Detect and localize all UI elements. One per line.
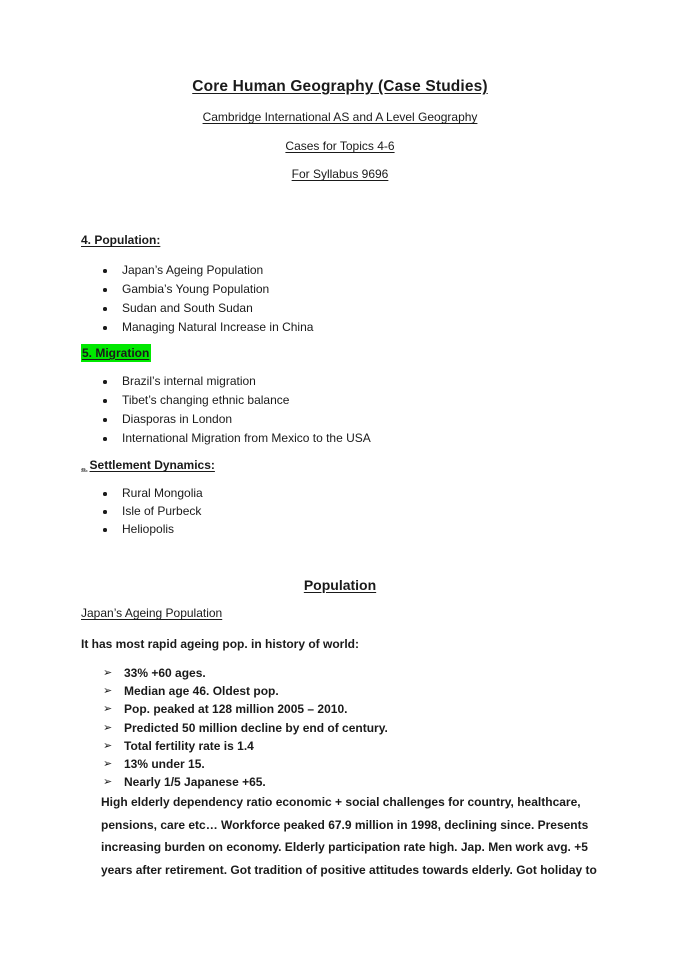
document-subtitle-2-text: Cases for Topics 4-6 (285, 139, 395, 153)
document-subtitle-3 (0, 167, 680, 182)
case-study-heading-japan-text: Japan’s Ageing Population (81, 606, 223, 620)
list-item (81, 755, 388, 773)
section-heading-migration (81, 346, 151, 361)
list-item (81, 682, 388, 700)
section-6-list (81, 484, 203, 538)
section-5-list (81, 372, 371, 448)
document-title-text: Core Human Geography (Case Studies) (192, 78, 488, 95)
list-item (81, 700, 388, 718)
document-subtitle-3-text: For Syllabus 9696 (291, 167, 389, 181)
case-study-heading-japan (81, 606, 222, 621)
list-item: Sudan and South Sudan (81, 299, 313, 318)
section-heading-settlement-text: Settlement Dynamics: (89, 458, 215, 472)
arrow-bullet-icon: ➢ (103, 721, 113, 734)
list-item: Heliopolis (81, 520, 203, 538)
list-item: International Migration from Mexico to the USA (81, 429, 371, 448)
japan-facts-list (81, 664, 388, 791)
list-item-text: Pop. peaked at 128 million 2005 – 2010. (124, 702, 348, 717)
arrow-bullet-icon: ➢ (103, 667, 113, 679)
title-block (0, 78, 680, 196)
list-item: Isle of Purbeck (81, 502, 203, 520)
arrow-bullet-icon: ➢ (103, 776, 113, 789)
arrow-bullet-icon: ➢ (103, 739, 113, 752)
case-study-paragraph: High elderly dependency ratio economic + social challenges for country, healthcare, pensions, care etc… Workforce peaked 67.9 million in 1998, declining since. Presents increasing burden on economy. Elderly participation rate high. Jap. Men work avg. +5 years after retirement. Got tradition of positive attitudes towards elderly. Got holiday to (101, 795, 597, 877)
list-item-text: Median age 46. Oldest pop. (124, 684, 279, 699)
document-subtitle-1-text: Cambridge International AS and A Level Geography (202, 110, 478, 124)
arrow-bullet-icon: ➢ (103, 685, 113, 698)
list-item: Diasporas in London (81, 410, 371, 429)
list-item-text: 33% +60 ages. (124, 666, 206, 680)
chapter-heading-population-text: Population (303, 577, 377, 593)
list-item-text: 13% under 15. (124, 757, 205, 772)
list-item-text: Total fertility rate is 1.4 (124, 738, 254, 753)
section-4-list (81, 261, 313, 337)
section-heading-population (81, 233, 160, 248)
list-item (81, 773, 388, 791)
section-number-prefix: 6. (81, 466, 88, 472)
highlight-marker (81, 344, 151, 362)
document-subtitle-2 (0, 139, 680, 154)
section-heading-population-text: 4. Population: (81, 233, 161, 247)
section-heading-settlement (81, 458, 215, 474)
chapter-heading-population (0, 577, 680, 594)
list-item: Brazil’s internal migration (81, 372, 371, 391)
list-item: Managing Natural Increase in China (81, 318, 313, 337)
list-item-text: Nearly 1/5 Japanese +65. (124, 775, 266, 790)
section-heading-migration-text: 5. Migration (82, 346, 150, 360)
list-item: Gambia’s Young Population (81, 280, 313, 299)
document-title (0, 78, 680, 96)
list-item: Tibet’s changing ethnic balance (81, 391, 371, 410)
list-item-text: Predicted 50 million decline by end of century. (124, 720, 388, 735)
list-item (81, 719, 388, 737)
case-study-intro: It has most rapid ageing pop. in history of world: (81, 637, 360, 651)
list-item: Rural Mongolia (81, 484, 203, 502)
list-item (81, 737, 388, 755)
arrow-bullet-icon: ➢ (103, 703, 113, 716)
document-subtitle-1 (0, 110, 680, 125)
arrow-bullet-icon: ➢ (103, 758, 113, 771)
list-item (81, 664, 388, 682)
list-item: Japan’s Ageing Population (81, 261, 313, 280)
